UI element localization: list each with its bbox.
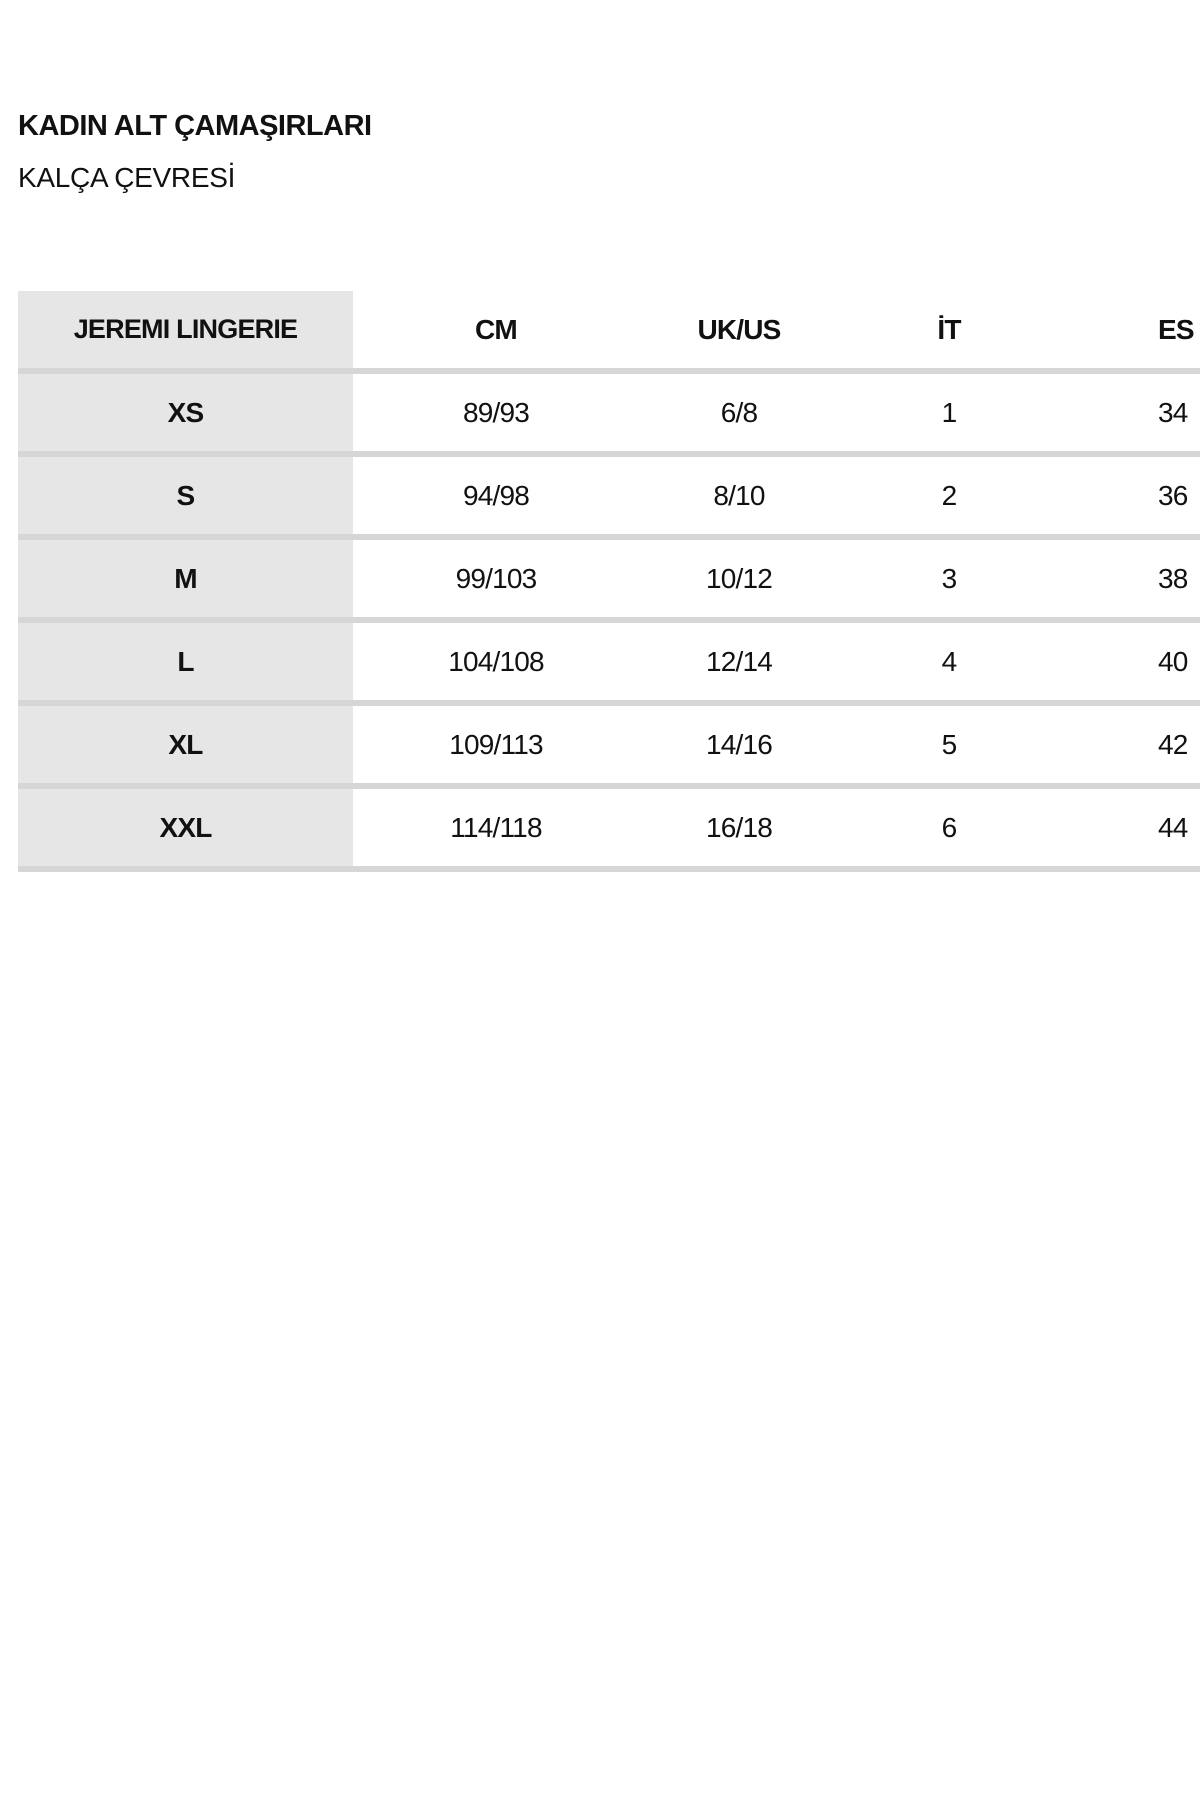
column-header-it: İT [937,313,961,345]
cm-cell: 99/103 [455,562,537,594]
size-label-cell: XS [18,374,353,451]
table-row [18,374,1200,457]
cm-cell: 104/108 [448,645,544,677]
cm-cell: 114/118 [450,811,542,843]
it-cell: 1 [941,396,957,428]
it-cell: 5 [941,728,957,760]
table-row [18,540,1200,623]
table-row [18,706,1200,789]
size-chart-table [18,291,1200,872]
uk-us-cell: 6/8 [720,396,758,428]
it-cell: 6 [941,811,957,843]
page-title: KADIN ALT ÇAMAŞIRLARI [18,110,372,142]
uk-us-cell: 12/14 [705,645,773,677]
it-cell: 4 [941,645,957,677]
column-header-uk-us: UK/US [697,313,781,345]
cm-cell: 109/113 [449,728,543,760]
size-label-cell: XL [18,706,353,783]
uk-us-cell: 14/16 [705,728,773,760]
es-cell: 40 [1158,645,1188,677]
uk-us-cell: 8/10 [713,479,765,511]
es-cell: 38 [1158,562,1188,594]
uk-us-cell: 10/12 [705,562,773,594]
size-label-cell: XXL [18,789,353,866]
it-cell: 3 [941,562,957,594]
page-subtitle: KALÇA ÇEVRESİ [18,162,236,193]
size-label-cell: S [18,457,353,534]
column-header-es: ES [1158,313,1194,345]
table-header-row [18,291,1200,374]
table-row [18,623,1200,706]
it-cell: 2 [941,479,957,511]
size-label-cell: L [18,623,353,700]
es-cell: 36 [1158,479,1188,511]
cm-cell: 94/98 [462,479,530,511]
table-row [18,457,1200,540]
es-cell: 44 [1158,811,1188,843]
es-cell: 34 [1158,396,1188,428]
table-row [18,789,1200,872]
column-header-cm: CM [475,313,517,345]
uk-us-cell: 16/18 [705,811,773,843]
size-label-cell: M [18,540,353,617]
column-header-brand: JEREMI LINGERIE [18,291,353,368]
cm-cell: 89/93 [462,396,530,428]
es-cell: 42 [1158,728,1188,760]
